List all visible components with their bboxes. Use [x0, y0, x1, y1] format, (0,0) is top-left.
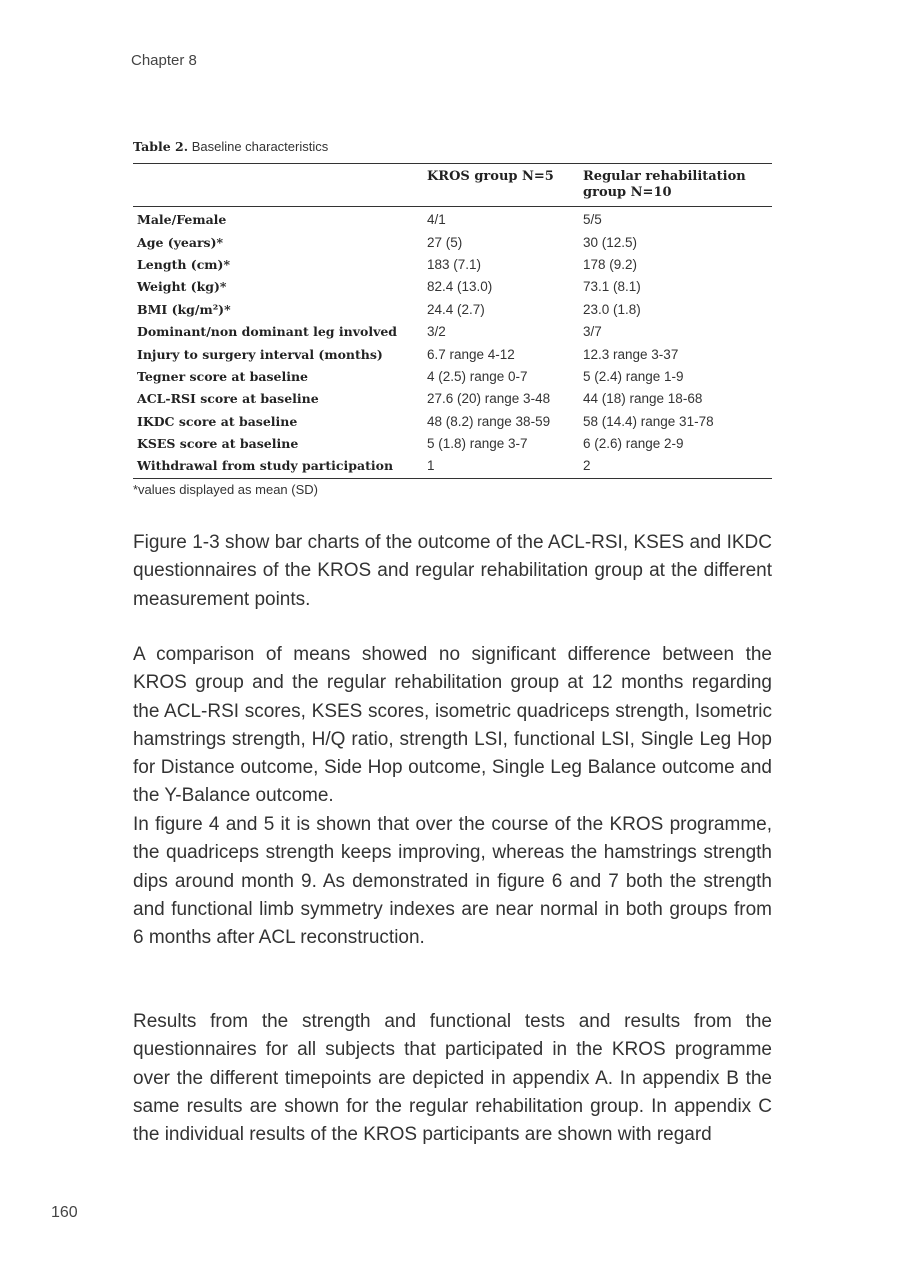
- table-caption-label: Table 2.: [133, 139, 189, 154]
- regular-value: 73.1 (8.1): [583, 279, 641, 295]
- body-paragraph-2: A comparison of means showed no significant difference between the KROS group and the regular rehabilitation group at 12 months regarding the ACL-RSI scores, KSES scores, isometric quadriceps strength, Isometric hamstrings strength, H/Q ratio, strength LSI, functional LSI, Single Leg Hop for Distance outcome, Side Hop outcome, Single Leg Balance outcome and the Y-Balance outcome.: [133, 644, 772, 807]
- kros-value: 48 (8.2) range 38-59: [427, 413, 551, 429]
- page-number: 160: [51, 1204, 78, 1221]
- kros-value: 6.7 range 4-12: [427, 346, 515, 362]
- row-label: Male/Female: [137, 212, 227, 228]
- row-label: Tegner score at baseline: [137, 368, 309, 384]
- regular-value: 12.3 range 3-37: [583, 346, 679, 362]
- table-header-kros: KROS group N=5: [423, 164, 579, 207]
- table-row: [133, 276, 772, 298]
- body-paragraph-1: Figure 1-3 show bar charts of the outcome of the ACL-RSI, KSES and IKDC questionnaires of the KROS and regular rehabilitation group at the different measurement points.: [133, 532, 772, 610]
- table-row: [133, 366, 772, 388]
- table-row: [133, 343, 772, 365]
- regular-value: 5/5: [583, 212, 602, 228]
- regular-value: 5 (2.4) range 1-9: [583, 368, 684, 384]
- body-paragraph-3: In figure 4 and 5 it is shown that over the course of the KROS programme, the quadriceps strength keeps improving, whereas the hamstrings strength dips around month 9. As demonstrated in figure 6 and 7 both the strength and functional limb symmetry indexes are near normal in both groups from 6 months after ACL reconstruction.: [133, 814, 772, 949]
- regular-value: 3/7: [583, 324, 602, 340]
- kros-value: 183 (7.1): [427, 256, 482, 272]
- row-label: Length (cm)*: [137, 256, 230, 272]
- kros-value: 4/1: [427, 212, 446, 228]
- kros-value: 27.6 (20) range 3-48: [427, 391, 551, 407]
- row-label: BMI (kg/m²)*: [137, 301, 231, 317]
- table-row: [133, 299, 772, 321]
- kros-value: 82.4 (13.0): [427, 279, 493, 295]
- kros-value: 3/2: [427, 324, 446, 340]
- row-label: Dominant/non dominant leg involved: [137, 324, 398, 340]
- row-label: Injury to surgery interval (months): [137, 346, 383, 362]
- table-caption-text: Baseline characteristics: [191, 139, 329, 154]
- regular-value: 30 (12.5): [583, 234, 638, 250]
- baseline-characteristics-table: [133, 163, 772, 479]
- table-header-regular: Regular rehabilitation group N=10: [579, 164, 772, 207]
- kros-value: 5 (1.8) range 3-7: [427, 436, 528, 452]
- body-paragraph-4: Results from the strength and functional tests and results from the questionnaires for all subjects that participated in the KROS programme over the different timepoints are depicted in appendix A. In appendix B the same results are shown for the regular rehabilitation group. In appendix C the individual results of the KROS participants are shown with regard: [133, 1011, 772, 1146]
- regular-value: 6 (2.6) range 2-9: [583, 436, 684, 452]
- regular-value: 58 (14.4) range 31-78: [583, 413, 714, 429]
- table-row: [133, 254, 772, 276]
- row-label: Weight (kg)*: [137, 279, 227, 295]
- table-header-empty: [133, 164, 423, 207]
- row-label: KSES score at baseline: [137, 436, 299, 452]
- row-label: ACL-RSI score at baseline: [137, 391, 319, 407]
- table-row: [133, 231, 772, 253]
- row-label: Withdrawal from study participation: [133, 455, 423, 478]
- table-footnote: *values displayed as mean (SD): [133, 482, 318, 497]
- table-row: [133, 411, 772, 433]
- kros-value: 4 (2.5) range 0-7: [427, 368, 528, 384]
- regular-value: 44 (18) range 18-68: [583, 391, 703, 407]
- regular-value: 178 (9.2): [583, 256, 638, 272]
- table-row: [133, 321, 772, 343]
- table-caption: [133, 139, 328, 154]
- regular-value: 23.0 (1.8): [583, 301, 641, 317]
- kros-value: 1: [423, 455, 579, 478]
- row-label: Age (years)*: [137, 234, 224, 250]
- running-head: Chapter 8: [131, 52, 197, 69]
- table-row: [133, 455, 772, 478]
- regular-value: 2: [579, 455, 772, 478]
- table-row: [133, 433, 772, 455]
- table-row: [133, 207, 772, 232]
- kros-value: 27 (5): [427, 234, 463, 250]
- table-row: [133, 388, 772, 410]
- row-label: IKDC score at baseline: [137, 413, 298, 429]
- kros-value: 24.4 (2.7): [427, 301, 485, 317]
- table-header-row: [133, 164, 772, 207]
